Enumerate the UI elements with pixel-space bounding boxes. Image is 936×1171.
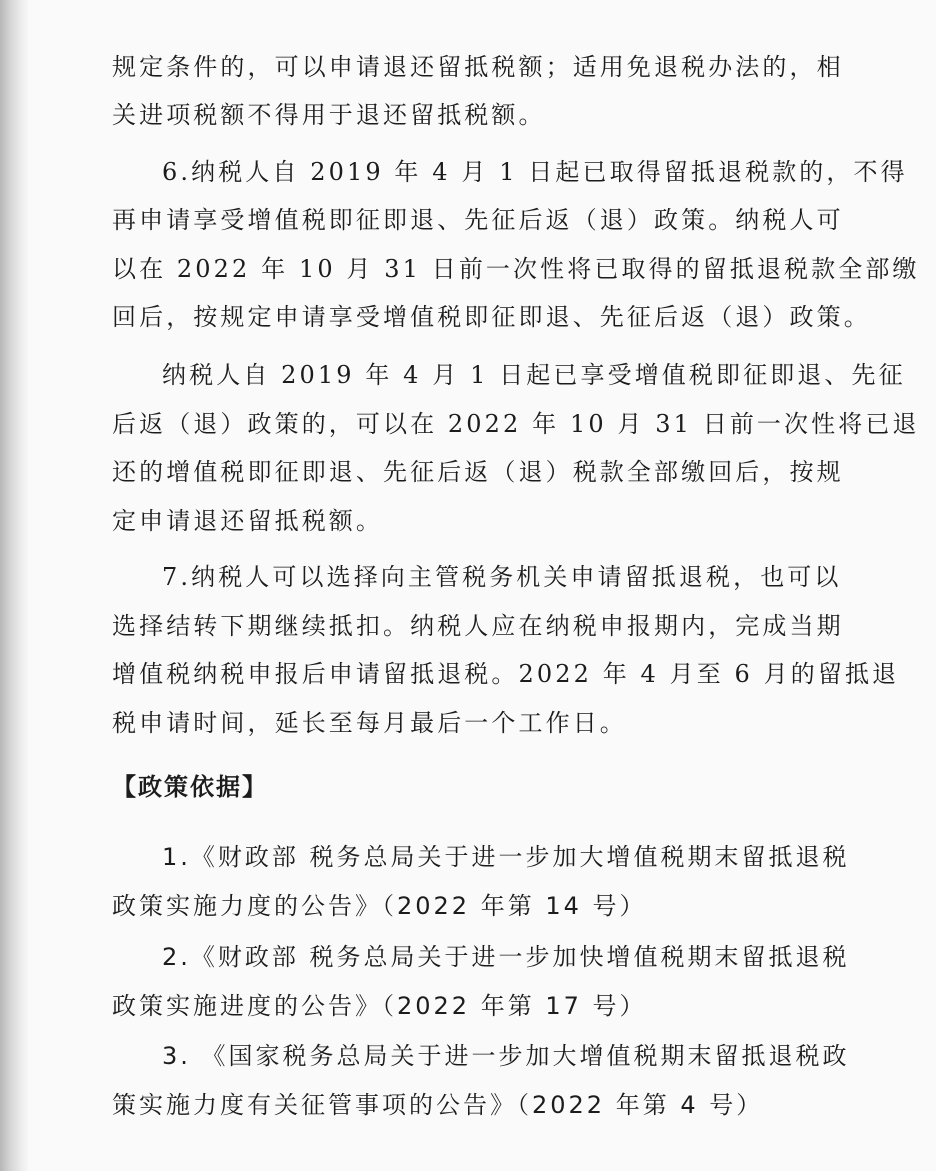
reference-line: 政策实施力度的公告》（2022 年第 14 号） <box>112 892 647 920</box>
body-line: 税申请时间，延长至每月最后一个工作日。 <box>112 709 627 737</box>
body-line: 回后，按规定申请享受增值税即征即退、先征后返（退）政策。 <box>112 303 871 331</box>
reference-line: 政策实施进度的公告》（2022 年第 17 号） <box>112 992 647 1020</box>
body-line: 后返（退）政策的，可以在 2022 年 10 月 31 日前一次性将已退 <box>112 410 920 438</box>
body-line: 关进项税额不得用于退还留抵税额。 <box>112 101 546 129</box>
body-line: 再申请享受增值税即征即退、先征后返（退）政策。纳税人可 <box>112 206 844 234</box>
reference-line: 3. 《国家税务总局关于进一步加大增值税期末留抵退税政 <box>162 1042 850 1070</box>
reference-line: 策实施力度有关征管事项的公告》（2022 年第 4 号） <box>112 1091 764 1119</box>
section-heading: 【政策依据】 <box>112 773 268 801</box>
scan-shadow-edge <box>0 0 28 1171</box>
body-line: 纳税人自 2019 年 4 月 1 日起已享受增值税即征即退、先征 <box>162 361 906 389</box>
reference-line: 2.《财政部 税务总局关于进一步加快增值税期末留抵退税 <box>162 943 850 971</box>
body-line: 6.纳税人自 2019 年 4 月 1 日起已取得留抵退税款的，不得 <box>162 158 908 186</box>
body-line: 规定条件的，可以申请退还留抵税额；适用免退税办法的，相 <box>112 53 844 81</box>
document-page <box>28 0 936 1171</box>
reference-line: 1.《财政部 税务总局关于进一步加大增值税期末留抵退税 <box>162 843 850 871</box>
body-line: 还的增值税即征即退、先征后返（退）税款全部缴回后，按规 <box>112 458 844 486</box>
body-line: 以在 2022 年 10 月 31 日前一次性将已取得的留抵退税款全部缴 <box>112 255 920 283</box>
body-line: 7.纳税人可以选择向主管税务机关申请留抵退税，也可以 <box>162 563 842 591</box>
body-line: 选择结转下期继续抵扣。纳税人应在纳税申报期内，完成当期 <box>112 612 844 640</box>
body-line: 增值税纳税申报后申请留抵退税。2022 年 4 月至 6 月的留抵退 <box>112 660 900 688</box>
body-line: 定申请退还留抵税额。 <box>112 507 383 535</box>
